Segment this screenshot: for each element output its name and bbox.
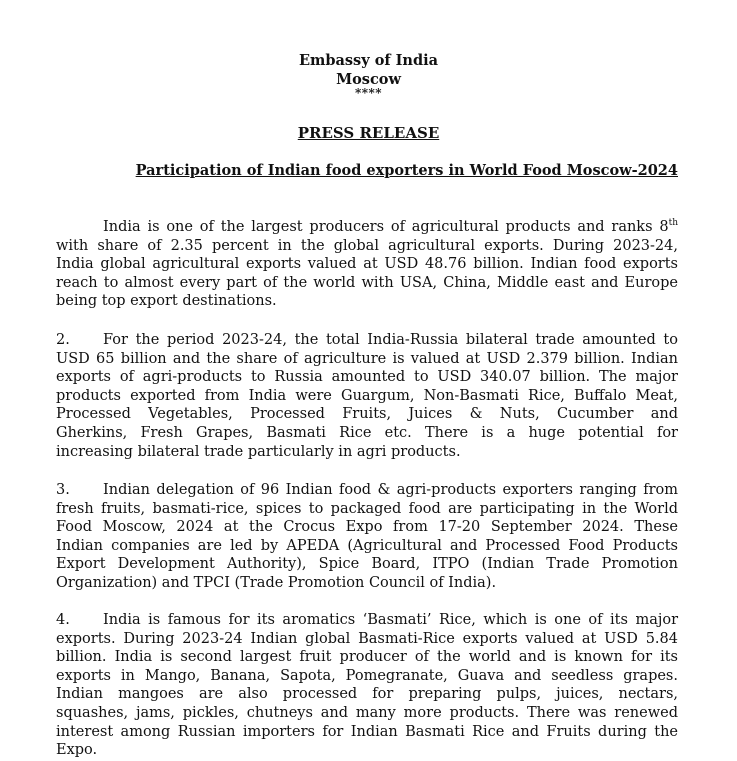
paragraph-number: 2. <box>56 332 70 348</box>
paragraph-line: Processed Vegetables, Processed Fruits, Juices & Nuts, Cucumber and <box>56 406 678 423</box>
paragraph-line <box>56 331 678 350</box>
document-subtitle: Participation of Indian food exporters in World Food Moscow-2024 <box>135 162 678 179</box>
paragraph-line: increasing bilateral trade particularly in agri products. <box>56 443 461 460</box>
embassy-name: Embassy of India <box>298 52 439 69</box>
paragraph-line: products exported from India were Guargum, Non-Basmati Rice, Buffalo Meat, <box>56 387 678 404</box>
paragraph-text: India is famous for its aromatics ‘Basmati’ Rice, which is one of its major <box>103 612 678 628</box>
paragraph-text: India is one of the largest producers of agricultural products and ranks 8 <box>103 219 669 235</box>
embassy-city: Moscow <box>336 71 401 88</box>
paragraph-4 <box>56 611 678 760</box>
paragraph-line: exports in Mango, Banana, Sapota, Pomegranate, Guava and seedless grapes. <box>56 667 678 684</box>
paragraph-line <box>56 218 678 237</box>
paragraph-line <box>56 481 678 500</box>
paragraph-line: India global agricultural exports valued at USD 48.76 billion. Indian food exports <box>56 256 678 273</box>
document-title: PRESS RELEASE <box>297 124 440 142</box>
paragraph-line: being top export destinations. <box>56 293 277 310</box>
paragraph-3 <box>56 481 678 593</box>
paragraph-line: Expo. <box>56 742 98 759</box>
paragraph-line: USD 65 billion and the share of agriculture is valued at USD 2.379 billion. Indian <box>56 350 678 367</box>
paragraph-text: Indian delegation of 96 Indian food & agri-products exporters ranging from <box>103 482 678 498</box>
paragraph-line: Food Moscow, 2024 at the Crocus Expo from 17-20 September 2024. These <box>56 519 678 536</box>
paragraph-line: billion. India is second largest fruit producer of the world and is known for its <box>56 649 678 666</box>
paragraph-line: interest among Russian importers for Indian Basmati Rice and Fruits during the <box>56 723 678 740</box>
rank-superscript: th <box>668 218 678 228</box>
paragraph-text: For the period 2023-24, the total India-Russia bilateral trade amounted to <box>103 332 678 348</box>
paragraph-line: with share of 2.35 percent in the global agricultural exports. During 2023-24, <box>56 237 678 254</box>
paragraph-line: Organization) and TPCI (Trade Promotion Council of India). <box>56 574 497 591</box>
paragraph-line: exports. During 2023-24 Indian global Basmati-Rice exports valued at USD 5.84 <box>56 630 678 647</box>
paragraph-line: exports of agri-products to Russia amounted to USD 340.07 billion. The major <box>56 369 678 386</box>
paragraph-line: Gherkins, Fresh Grapes, Basmati Rice etc. There is a huge potential for <box>56 424 678 441</box>
paragraph-line: Indian companies are led by APEDA (Agricultural and Processed Food Products <box>56 537 678 554</box>
paragraph-line: Export Development Authority), Spice Board, ITPO (Indian Trade Promotion <box>56 556 678 573</box>
paragraph-2 <box>56 331 678 461</box>
paragraph-line: Indian mangoes are also processed for preparing pulps, juices, nectars, <box>56 686 678 703</box>
paragraph-line <box>56 611 678 630</box>
paragraph-number: 4. <box>56 612 70 628</box>
paragraph-number: 3. <box>56 482 70 498</box>
paragraph-line: squashes, jams, pickles, chutneys and many more products. There was renewed <box>56 704 678 721</box>
paragraph-1 <box>56 218 678 311</box>
paragraph-line: reach to almost every part of the world with USA, China, Middle east and Europe <box>56 274 678 291</box>
paragraph-line: fresh fruits, basmati-rice, spices to packaged food are participating in the World <box>56 500 678 517</box>
header-stars: **** <box>354 86 383 100</box>
